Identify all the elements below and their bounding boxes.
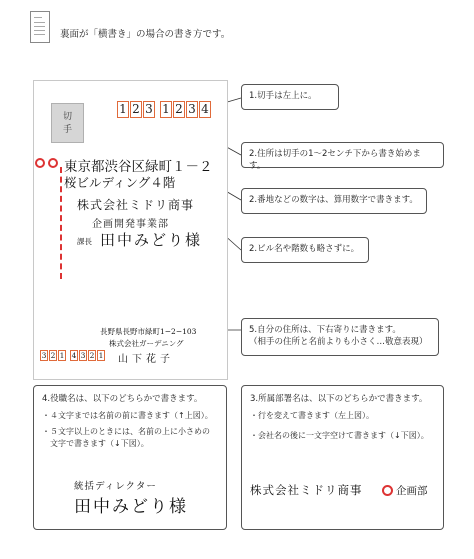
sender-name: 山下花子 xyxy=(118,354,174,365)
box-title: 3.所属部署名は、以下のどちらかで書きます。 xyxy=(250,394,428,404)
callout-sender-address xyxy=(241,318,439,356)
zip-digit: 1 xyxy=(117,101,129,118)
example-company: 株式会社ミドリ商事 xyxy=(250,483,363,497)
zip-digit: 3 xyxy=(186,101,198,118)
job-title-rules-box xyxy=(33,385,227,530)
red-circle-marker xyxy=(48,158,58,168)
address-line-2: 桜ビルディング４階 xyxy=(64,175,176,190)
callout-text: 2.ビル名や階数も略さずに。 xyxy=(249,244,360,254)
callout-text: 1.切手は左上に。 xyxy=(249,91,317,101)
callout-text: 2.住所は切手の1～2センチ下から書き始めます。 xyxy=(249,149,421,171)
rule-item: ・会社名の後に一文字空けて書きます（↓下図）。 xyxy=(250,431,429,440)
red-circle-space-marker xyxy=(382,485,393,496)
example-recipient-name: 田中みどり様 xyxy=(74,497,188,517)
red-circle-marker xyxy=(35,158,45,168)
address-line-1: 東京都渋谷区緑町１－２ xyxy=(64,159,213,175)
department-rules-box xyxy=(241,385,444,530)
zip-digit: 2 xyxy=(130,101,142,118)
callout-stamp xyxy=(241,84,339,110)
recipient-title: 課長 xyxy=(77,237,92,246)
zip-digit: 2 xyxy=(173,101,185,118)
header-text: 裏面が「横書き」の場合の書き方です。 xyxy=(60,29,231,40)
callout-building-name xyxy=(241,237,369,263)
stamp-label-2: 手 xyxy=(62,125,72,135)
zip-digit: 4 xyxy=(199,101,211,118)
zip-digit: 1 xyxy=(160,101,172,118)
sender-zip-digit: 1 xyxy=(98,351,104,360)
sender-zip-boxes xyxy=(40,350,105,361)
sender-company: 株式会社ガーデニング xyxy=(109,339,184,348)
sender-address: 長野県長野市緑町1−2−103 xyxy=(100,327,197,336)
zip-code-boxes xyxy=(117,101,211,118)
sender-zip-digit: 2 xyxy=(89,351,95,360)
red-dashed-guide xyxy=(60,167,62,279)
zip-digit: 3 xyxy=(143,101,155,118)
recipient-department: 企画開発事業部 xyxy=(92,219,169,230)
rule-item: ・５文字以上のときには、名前の上に小さめの xyxy=(42,427,210,436)
box-title: 4.役職名は、以下のどちらかで書きます。 xyxy=(42,394,203,404)
example-job-title: 統括ディレクター xyxy=(74,481,157,492)
callout-text: （相手の住所と名前よりも小さく…敬意表現） xyxy=(249,337,428,347)
sender-zip-digit: 3 xyxy=(41,351,47,360)
rule-item-continued: 文字で書きます（↓下図）。 xyxy=(50,439,149,448)
recipient-company: 株式会社ミドリ商事 xyxy=(77,198,195,212)
callout-text: 2.番地などの数字は、算用数字で書きます。 xyxy=(249,195,418,205)
sender-zip-digit: 3 xyxy=(80,351,86,360)
sender-zip-digit: 2 xyxy=(50,351,56,360)
recipient-name: 田中みどり様 xyxy=(100,231,203,249)
sender-zip-digit: 4 xyxy=(71,351,77,360)
example-department: 企画部 xyxy=(396,485,428,497)
stamp-label-1: 切 xyxy=(62,112,72,122)
sender-zip-digit: 1 xyxy=(59,351,65,360)
callout-address-start xyxy=(241,142,444,171)
callout-text: 5.自分の住所は、下右寄りに書きます。 xyxy=(249,325,401,335)
callout-arabic-numerals xyxy=(241,188,427,214)
rule-item: ・４文字までは名前の前に書きます（↑上図）。 xyxy=(42,411,213,420)
rule-item: ・行を変えて書きます（左上図）。 xyxy=(250,411,374,420)
stamp xyxy=(51,103,84,143)
